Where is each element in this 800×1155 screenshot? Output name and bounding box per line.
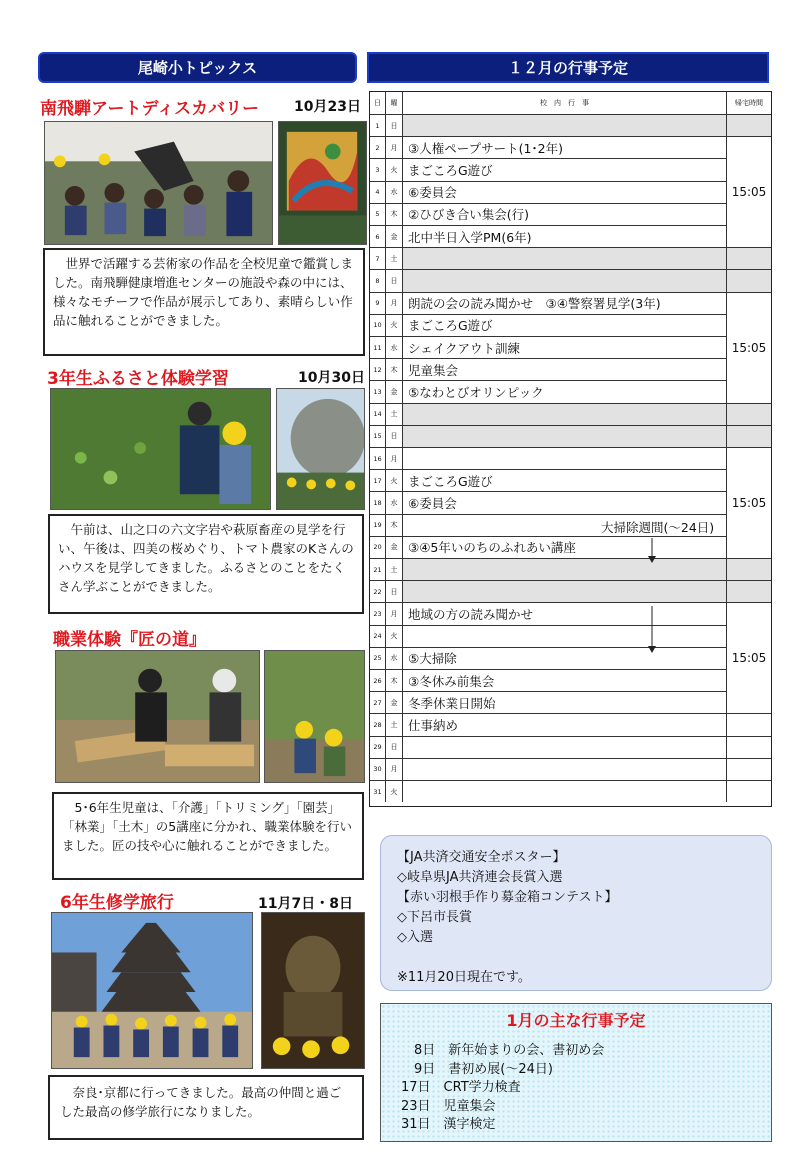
- photo-art-painting: [278, 121, 367, 245]
- schedule-day: 14: [370, 404, 386, 425]
- schedule-day: 30: [370, 759, 386, 780]
- schedule-weekday: 水: [386, 492, 403, 513]
- cleaning-week-label: 大掃除週間(～24日): [601, 520, 715, 535]
- schedule-weekday: 日: [386, 737, 403, 758]
- schedule-weekday: 金: [386, 381, 403, 402]
- time-group-4: 15:05: [727, 602, 771, 713]
- schedule-weekday: 水: [386, 648, 403, 669]
- notice-line-3: 【赤い羽根手作り募金箱コンテスト】: [397, 890, 618, 905]
- photo-trimming: [264, 650, 365, 783]
- schedule-day: 1: [370, 115, 386, 136]
- awards-notice: [380, 835, 772, 991]
- schedule-weekday: 水: [386, 182, 403, 203]
- january-item: 31日 漢字検定: [401, 1117, 496, 1132]
- schedule-event: ⑥委員会: [403, 182, 727, 203]
- schedule-row: [370, 580, 771, 602]
- schedule-event: [403, 581, 727, 602]
- schedule-time-cell: [727, 581, 771, 602]
- schedule-time-cell: [727, 115, 771, 136]
- schedule-time-cell: [727, 248, 771, 269]
- schedule-day: 16: [370, 448, 386, 469]
- schedule-row: [370, 292, 771, 314]
- schedule-day: 12: [370, 359, 386, 380]
- topic-2-title: 3年生ふるさと体験学習: [47, 369, 229, 389]
- schedule-day: 19: [370, 515, 386, 536]
- schedule-row: [370, 314, 771, 336]
- notice-line-7: ※11月20日現在です。: [397, 970, 531, 985]
- notice-line-2: ◇岐阜県JA共済連会長賞入選: [397, 870, 563, 885]
- schedule-day: 18: [370, 492, 386, 513]
- schedule-time-cell: [727, 759, 771, 780]
- schedule-day: 10: [370, 315, 386, 336]
- january-schedule-box: [380, 1003, 772, 1142]
- schedule-day: 27: [370, 692, 386, 713]
- schedule-weekday: 月: [386, 759, 403, 780]
- schedule-time-cell: [727, 270, 771, 291]
- schedule-event: まごころG遊び: [403, 159, 727, 180]
- schedule-weekday: 土: [386, 559, 403, 580]
- schedule-day: 4: [370, 182, 386, 203]
- schedule-row: [370, 736, 771, 758]
- schedule-weekday: 木: [386, 204, 403, 225]
- schedule-row: [370, 536, 771, 558]
- topic-2-date: 10月30日: [298, 370, 365, 386]
- schedule-row: [370, 203, 771, 225]
- time-group-1: 15:05: [727, 136, 771, 247]
- schedule-time-cell: [727, 559, 771, 580]
- schedule-day: 26: [370, 670, 386, 691]
- schedule-event: [403, 559, 727, 580]
- schedule-event: 冬季休業日開始: [403, 692, 727, 713]
- schedule-event: ⑤大掃除: [403, 648, 727, 669]
- topic-1-title: 南飛騨アートディスカバリー: [40, 99, 260, 119]
- schedule-event: 児童集会: [403, 359, 727, 380]
- schedule-event: まごころG遊び: [403, 315, 727, 336]
- time-group-3: 15:05: [727, 447, 771, 558]
- schedule-weekday: 木: [386, 670, 403, 691]
- topic-1-caption: 世界で活躍する芸術家の作品を全校児童で鑑賞しました。南飛騨健康増進センターの施設や森の中には、様々なモチーフで作品が展示してあり、素晴らしい作品に触れることができました。: [43, 248, 365, 356]
- schedule-day: 3: [370, 159, 386, 180]
- schedule-row: [370, 780, 771, 802]
- schedule-day: 20: [370, 537, 386, 558]
- schedule-time-cell: [727, 426, 771, 447]
- schedule-event: シェイクアウト訓練: [403, 337, 727, 358]
- notice-line-6: [397, 948, 755, 968]
- schedule-row: [370, 558, 771, 580]
- schedule-day: 17: [370, 470, 386, 491]
- schedule-event: ⑤なわとびオリンピック: [403, 381, 727, 402]
- schedule-day: 6: [370, 226, 386, 247]
- schedule-weekday: 火: [386, 470, 403, 491]
- schedule-day: 9: [370, 293, 386, 314]
- schedule-event: [403, 248, 727, 269]
- notice-line-1: 【JA共済交通安全ポスター】: [397, 850, 566, 865]
- january-title: 1月の主な行事予定: [506, 1011, 646, 1030]
- schedule-row: [370, 469, 771, 491]
- topic-2-caption: 午前は、山之口の六文字岩や萩原畜産の見学を行い、午後は、四美の桜めぐり、トマト農家のKさんのハウスを見学してきました。ふるさとのことをたくさん学ぶことができました。: [48, 514, 364, 614]
- photo-pagoda: [51, 912, 253, 1069]
- photo-forestry: [55, 650, 260, 783]
- schedule-row: [370, 691, 771, 713]
- schedule-row: [370, 114, 771, 136]
- topic-1-date: 10月23日: [294, 99, 361, 115]
- schedule-row: [370, 447, 771, 469]
- cleaning-arrow-2: [647, 606, 657, 654]
- schedule-row: [370, 336, 771, 358]
- schedule-weekday: 月: [386, 293, 403, 314]
- schedule-weekday: 日: [386, 270, 403, 291]
- schedule-time-cell: [727, 781, 771, 802]
- schedule-weekday: 土: [386, 248, 403, 269]
- schedule-day: 25: [370, 648, 386, 669]
- schedule-event: [403, 737, 727, 758]
- schedule-row: [370, 247, 771, 269]
- schedule-weekday: 日: [386, 115, 403, 136]
- schedule-day: 28: [370, 714, 386, 735]
- schedule-row: [370, 158, 771, 180]
- schedule-row: [370, 136, 771, 158]
- col-event-header: 校 内 行 事: [403, 92, 727, 114]
- schedule-weekday: 月: [386, 603, 403, 624]
- schedule-row: [370, 647, 771, 669]
- col-day-header: 日: [370, 92, 386, 114]
- schedule-event: [403, 404, 727, 425]
- photo-rock: [276, 388, 365, 510]
- schedule-row: [370, 225, 771, 247]
- schedule-weekday: 金: [386, 692, 403, 713]
- schedule-day: 23: [370, 603, 386, 624]
- schedule-header: １２月の行事予定: [367, 52, 769, 83]
- schedule-row: [370, 358, 771, 380]
- schedule-event: [403, 626, 727, 647]
- schedule-table: [369, 91, 772, 807]
- schedule-row: [370, 713, 771, 735]
- photo-farm-visit: [50, 388, 271, 510]
- schedule-event: 朗読の会の読み聞かせ ③④警察署見学(3年): [403, 293, 727, 314]
- schedule-row: [370, 403, 771, 425]
- schedule-time-cell: [727, 737, 771, 758]
- schedule-event: 仕事納め: [403, 714, 727, 735]
- schedule-row: [370, 491, 771, 513]
- schedule-weekday: 土: [386, 404, 403, 425]
- january-list: [401, 1042, 604, 1135]
- schedule-weekday: 水: [386, 337, 403, 358]
- schedule-event: [403, 448, 727, 469]
- photo-art-children: [44, 121, 273, 245]
- notice-line-5: ◇入選: [397, 930, 433, 945]
- schedule-row: [370, 269, 771, 291]
- january-item: 23日 児童集会: [401, 1098, 496, 1114]
- schedule-row: [370, 425, 771, 447]
- schedule-event: 地域の方の読み聞かせ: [403, 603, 727, 624]
- schedule-weekday: 日: [386, 426, 403, 447]
- schedule-weekday: 火: [386, 781, 403, 802]
- schedule-row: [370, 380, 771, 402]
- schedule-row: [370, 669, 771, 691]
- schedule-event: [403, 781, 727, 802]
- topic-3-title: 職業体験『匠の道』: [53, 630, 206, 650]
- time-group-2: 15:05: [727, 292, 771, 403]
- schedule-day: 29: [370, 737, 386, 758]
- photo-buddha: [261, 912, 365, 1069]
- schedule-day: 24: [370, 626, 386, 647]
- schedule-day: 8: [370, 270, 386, 291]
- january-item: 8日 新年始まりの会、書初め会: [401, 1043, 605, 1058]
- schedule-event: ⑥委員会: [403, 492, 727, 513]
- schedule-time-cell: [727, 404, 771, 425]
- schedule-day: 5: [370, 204, 386, 225]
- schedule-weekday: 金: [386, 226, 403, 247]
- schedule-event: ③冬休み前集会: [403, 670, 727, 691]
- schedule-event: まごころG遊び: [403, 470, 727, 491]
- schedule-event: [403, 115, 727, 136]
- schedule-event: ②ひびき合い集会(行): [403, 204, 727, 225]
- col-weekday-header: 曜: [386, 92, 403, 114]
- topic-4-caption: 奈良･京都に行ってきました。最高の仲間と過ごした最高の修学旅行になりました。: [48, 1075, 364, 1140]
- schedule-weekday: 火: [386, 315, 403, 336]
- col-time-header: 帰宅時間: [735, 99, 763, 107]
- schedule-event: [403, 759, 727, 780]
- january-item: 17日 CRT学力検査: [401, 1080, 521, 1095]
- schedule-day: 7: [370, 248, 386, 269]
- schedule-row: [370, 758, 771, 780]
- schedule-event: ③④5年いのちのふれあい講座: [403, 537, 727, 558]
- schedule-event: 北中半日入学PM(6年): [403, 226, 727, 247]
- schedule-time-cell: [727, 714, 771, 735]
- schedule-day: 31: [370, 781, 386, 802]
- schedule-day: 22: [370, 581, 386, 602]
- schedule-row: [370, 602, 771, 624]
- schedule-event: ③人権ペープサート(1･2年): [403, 137, 727, 158]
- schedule-weekday: 火: [386, 626, 403, 647]
- schedule-day: 13: [370, 381, 386, 402]
- cleaning-arrow-1: [647, 538, 657, 564]
- schedule-weekday: 月: [386, 448, 403, 469]
- schedule-day: 2: [370, 137, 386, 158]
- schedule-weekday: 火: [386, 159, 403, 180]
- schedule-day: 15: [370, 426, 386, 447]
- schedule-row: [370, 625, 771, 647]
- schedule-weekday: 月: [386, 137, 403, 158]
- schedule-day: 21: [370, 559, 386, 580]
- schedule-weekday: 金: [386, 537, 403, 558]
- january-item: 9日 書初め展(～24日): [401, 1061, 553, 1077]
- schedule-weekday: 木: [386, 359, 403, 380]
- schedule-weekday: 木: [386, 515, 403, 536]
- topic-4-title: 6年生修学旅行: [60, 893, 174, 913]
- schedule-day: 11: [370, 337, 386, 358]
- schedule-weekday: 日: [386, 581, 403, 602]
- notice-line-4: ◇下呂市長賞: [397, 910, 472, 925]
- schedule-weekday: 土: [386, 714, 403, 735]
- topics-header: 尾崎小トピックス: [38, 52, 357, 83]
- schedule-row: [370, 181, 771, 203]
- topic-3-caption: 5･6年生児童は、「介護」「トリミング」「園芸」「林業」「土木」の5講座に分かれ、職業体験を行いました。匠の技や心に触れることができました。: [52, 792, 364, 880]
- schedule-event: [403, 270, 727, 291]
- topic-4-date: 11月7日・8日: [258, 896, 353, 912]
- schedule-event: [403, 426, 727, 447]
